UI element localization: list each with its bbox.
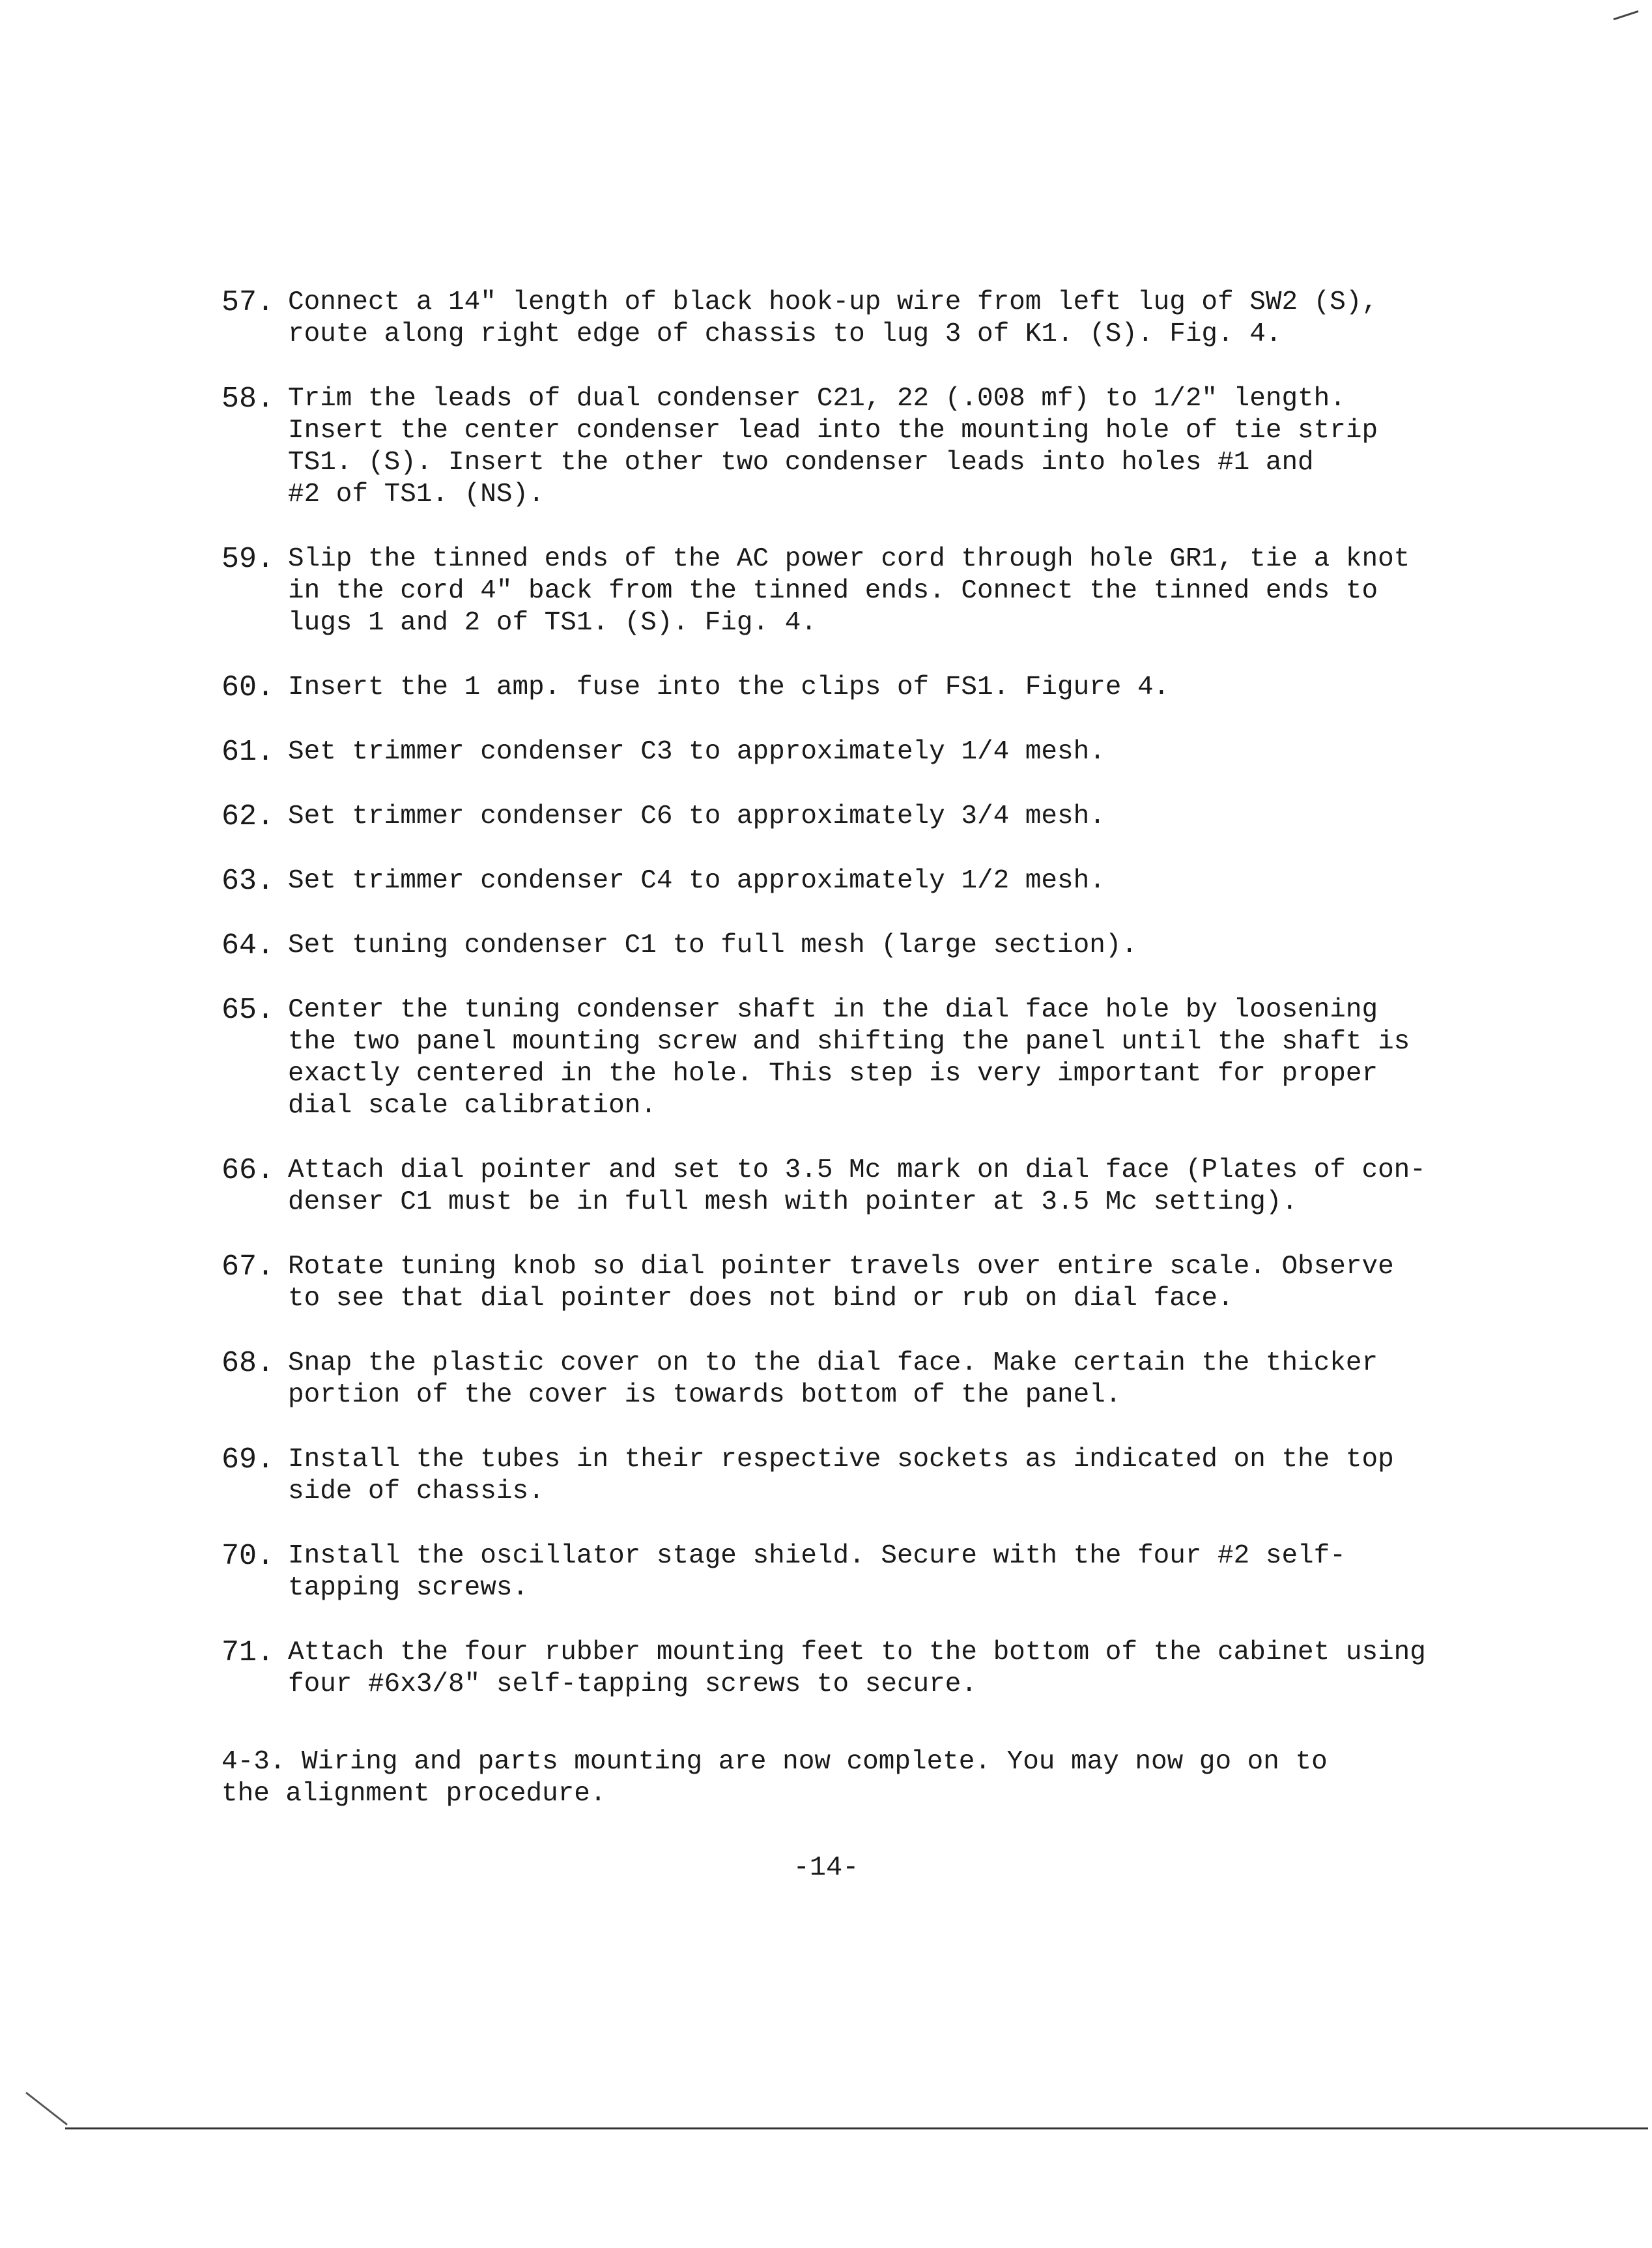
step-number: 71.: [221, 1636, 275, 1669]
step-62: [221, 801, 1498, 833]
step-61: [221, 736, 1498, 768]
step-number: 59.: [221, 543, 275, 576]
bottom-rule-line: [65, 2127, 1648, 2129]
step-text: Set trimmer condenser C6 to approximately 3/4 mesh.: [288, 801, 1105, 831]
step-58: [221, 383, 1498, 511]
step-text: Set trimmer condenser C3 to approximately 1/4 mesh.: [288, 737, 1105, 767]
step-number: 68.: [221, 1347, 275, 1380]
step-number: 64.: [221, 929, 275, 962]
step-60: [221, 672, 1498, 704]
step-text: Snap the plastic cover on to the dial face. Make certain the thicker portion of the cover is towards bottom of the panel.: [288, 1348, 1378, 1410]
step-number: 60.: [221, 671, 275, 704]
step-text: Rotate tuning knob so dial pointer travels over entire scale. Observe to see that dial pointer does not bind or rub on dial face.: [288, 1252, 1394, 1314]
step-text: Trim the leads of dual condenser C21, 22 (.008 mf) to 1/2" length. Insert the center condenser lead into the mounting hole of tie strip TS1. (S). Insert the other two condenser leads into holes #1 and #2 of TS1. (NS).: [288, 384, 1378, 510]
step-number: 70.: [221, 1540, 275, 1573]
corner-pencil-mark: [1614, 10, 1639, 20]
step-57: [221, 287, 1498, 351]
step-66: [221, 1155, 1498, 1218]
page-number: -14-: [793, 1852, 859, 1883]
step-number: 57.: [221, 286, 275, 319]
step-text: Center the tuning condenser shaft in the dial face hole by loosening the two panel mounting screw and shifting the panel until the shaft is exactly centered in the hole. This step is very important for proper dial scale calibration.: [288, 995, 1410, 1121]
step-number: 63.: [221, 865, 275, 898]
step-63: [221, 865, 1498, 897]
step-69: [221, 1444, 1498, 1508]
bottom-rule-tick: [25, 2092, 68, 2126]
step-text: Attach dial pointer and set to 3.5 Mc mark on dial face (Plates of con- denser C1 must be in full mesh with pointer at 3.5 Mc setting).: [288, 1155, 1426, 1217]
step-text: Connect a 14" length of black hook-up wire from left lug of SW2 (S), route along right edge of chassis to lug 3 of K1. (S). Fig. 4.: [288, 287, 1378, 349]
step-number: 69.: [221, 1443, 275, 1477]
step-text: Install the tubes in their respective sockets as indicated on the top side of chassis.: [288, 1445, 1394, 1506]
step-text: Set tuning condenser C1 to full mesh (large section).: [288, 930, 1138, 960]
step-59: [221, 543, 1498, 639]
step-number: 65.: [221, 994, 275, 1027]
step-text: Insert the 1 amp. fuse into the clips of FS1. Figure 4.: [288, 672, 1170, 702]
step-67: [221, 1251, 1498, 1315]
step-number: 66.: [221, 1154, 275, 1187]
step-text: Attach the four rubber mounting feet to the bottom of the cabinet using four #6x3/8" self-tapping screws to secure.: [288, 1637, 1426, 1699]
section-note: 4-3. Wiring and parts mounting are now complete. You may now go on to the alignment procedure.: [221, 1747, 1328, 1809]
step-65: [221, 994, 1498, 1122]
step-text: Install the oscillator stage shield. Secure with the four #2 self- tapping screws.: [288, 1541, 1346, 1603]
step-70: [221, 1540, 1498, 1604]
step-71: [221, 1637, 1498, 1701]
step-64: [221, 930, 1498, 962]
step-text: Slip the tinned ends of the AC power cord through hole GR1, tie a knot in the cord 4" back from the tinned ends. Connect the tinned ends to lugs 1 and 2 of TS1. (S). Fig. 4.: [288, 544, 1410, 638]
step-number: 58.: [221, 382, 275, 416]
assembly-steps-list: [221, 287, 1498, 1733]
step-number: 61.: [221, 736, 275, 769]
step-number: 67.: [221, 1250, 275, 1284]
step-text: Set trimmer condenser C4 to approximately 1/2 mesh.: [288, 866, 1105, 896]
step-68: [221, 1347, 1498, 1411]
step-number: 62.: [221, 800, 275, 833]
